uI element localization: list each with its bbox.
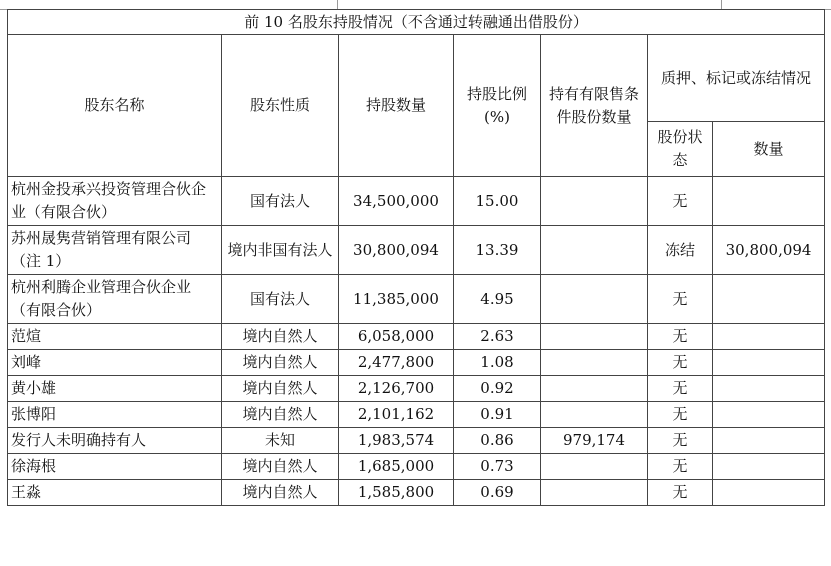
header-ratio: 持股比例(%) <box>454 35 541 177</box>
pledge-quantity <box>713 177 825 226</box>
pledge-quantity <box>713 428 825 454</box>
holder-ratio: 0.69 <box>454 480 541 506</box>
holder-name: 黄小雄 <box>8 376 222 402</box>
holder-quantity: 1,685,000 <box>339 454 454 480</box>
holder-name: 苏州晟隽营销管理有限公司（注 1） <box>8 226 222 275</box>
table-row <box>8 376 825 402</box>
holder-ratio: 0.73 <box>454 454 541 480</box>
holder-nature: 国有法人 <box>222 275 339 324</box>
holder-ratio: 0.86 <box>454 428 541 454</box>
holder-quantity: 6,058,000 <box>339 324 454 350</box>
table-row <box>8 324 825 350</box>
holder-restricted <box>541 324 648 350</box>
holder-ratio: 15.00 <box>454 177 541 226</box>
header-pledge-quantity: 数量 <box>713 122 825 177</box>
shareholders-table <box>7 9 825 506</box>
pledge-quantity: 30,800,094 <box>713 226 825 275</box>
holder-ratio: 0.92 <box>454 376 541 402</box>
pledge-status: 无 <box>648 402 713 428</box>
header-name: 股东名称 <box>8 35 222 177</box>
holder-ratio: 1.08 <box>454 350 541 376</box>
pledge-quantity <box>713 275 825 324</box>
holder-quantity: 30,800,094 <box>339 226 454 275</box>
holder-quantity: 1,983,574 <box>339 428 454 454</box>
holder-name: 发行人未明确持有人 <box>8 428 222 454</box>
pledge-status: 无 <box>648 275 713 324</box>
holder-restricted <box>541 376 648 402</box>
table-row <box>8 275 825 324</box>
holder-quantity: 1,585,800 <box>339 480 454 506</box>
header-quantity: 持股数量 <box>339 35 454 177</box>
holder-name: 杭州金投承兴投资管理合伙企业（有限合伙） <box>8 177 222 226</box>
rule-tick <box>721 0 722 9</box>
holder-ratio: 13.39 <box>454 226 541 275</box>
holder-quantity: 2,477,800 <box>339 350 454 376</box>
holder-nature: 境内自然人 <box>222 324 339 350</box>
holder-ratio: 2.63 <box>454 324 541 350</box>
holder-quantity: 34,500,000 <box>339 177 454 226</box>
holder-restricted: 979,174 <box>541 428 648 454</box>
pledge-status: 冻结 <box>648 226 713 275</box>
pledge-quantity <box>713 376 825 402</box>
table-row <box>8 226 825 275</box>
header-pledge-status: 股份状态 <box>648 122 713 177</box>
header-pledge-group: 质押、标记或冻结情况 <box>648 35 825 122</box>
pledge-status: 无 <box>648 177 713 226</box>
rule-tick <box>337 0 338 9</box>
pledge-status: 无 <box>648 350 713 376</box>
holder-restricted <box>541 177 648 226</box>
pledge-status: 无 <box>648 428 713 454</box>
holder-nature: 境内非国有法人 <box>222 226 339 275</box>
holder-restricted <box>541 454 648 480</box>
table-row <box>8 177 825 226</box>
holder-restricted <box>541 402 648 428</box>
pledge-quantity <box>713 454 825 480</box>
holder-name: 徐海根 <box>8 454 222 480</box>
table-caption: 前 10 名股东持股情况（不含通过转融通出借股份） <box>8 10 825 35</box>
pledge-status: 无 <box>648 480 713 506</box>
table-row <box>8 454 825 480</box>
holder-name: 王淼 <box>8 480 222 506</box>
holder-nature: 境内自然人 <box>222 350 339 376</box>
holder-name: 杭州利腾企业管理合伙企业（有限合伙） <box>8 275 222 324</box>
pledge-quantity <box>713 402 825 428</box>
holder-nature: 境内自然人 <box>222 454 339 480</box>
holder-nature: 未知 <box>222 428 339 454</box>
holder-name: 张博阳 <box>8 402 222 428</box>
holder-nature: 境内自然人 <box>222 480 339 506</box>
holder-name: 范煊 <box>8 324 222 350</box>
table-row <box>8 428 825 454</box>
holder-quantity: 2,101,162 <box>339 402 454 428</box>
table-row <box>8 350 825 376</box>
pledge-quantity <box>713 480 825 506</box>
pledge-status: 无 <box>648 376 713 402</box>
pledge-status: 无 <box>648 454 713 480</box>
holder-nature: 境内自然人 <box>222 402 339 428</box>
holder-restricted <box>541 480 648 506</box>
holder-quantity: 11,385,000 <box>339 275 454 324</box>
header-restricted: 持有有限售条件股份数量 <box>541 35 648 177</box>
table-row <box>8 402 825 428</box>
holder-restricted <box>541 350 648 376</box>
holder-quantity: 2,126,700 <box>339 376 454 402</box>
holder-restricted <box>541 275 648 324</box>
holder-name: 刘峰 <box>8 350 222 376</box>
holder-nature: 境内自然人 <box>222 376 339 402</box>
header-nature: 股东性质 <box>222 35 339 177</box>
pledge-quantity <box>713 324 825 350</box>
holder-restricted <box>541 226 648 275</box>
holder-ratio: 0.91 <box>454 402 541 428</box>
table-row <box>8 480 825 506</box>
pledge-quantity <box>713 350 825 376</box>
pledge-status: 无 <box>648 324 713 350</box>
holder-ratio: 4.95 <box>454 275 541 324</box>
holder-nature: 国有法人 <box>222 177 339 226</box>
